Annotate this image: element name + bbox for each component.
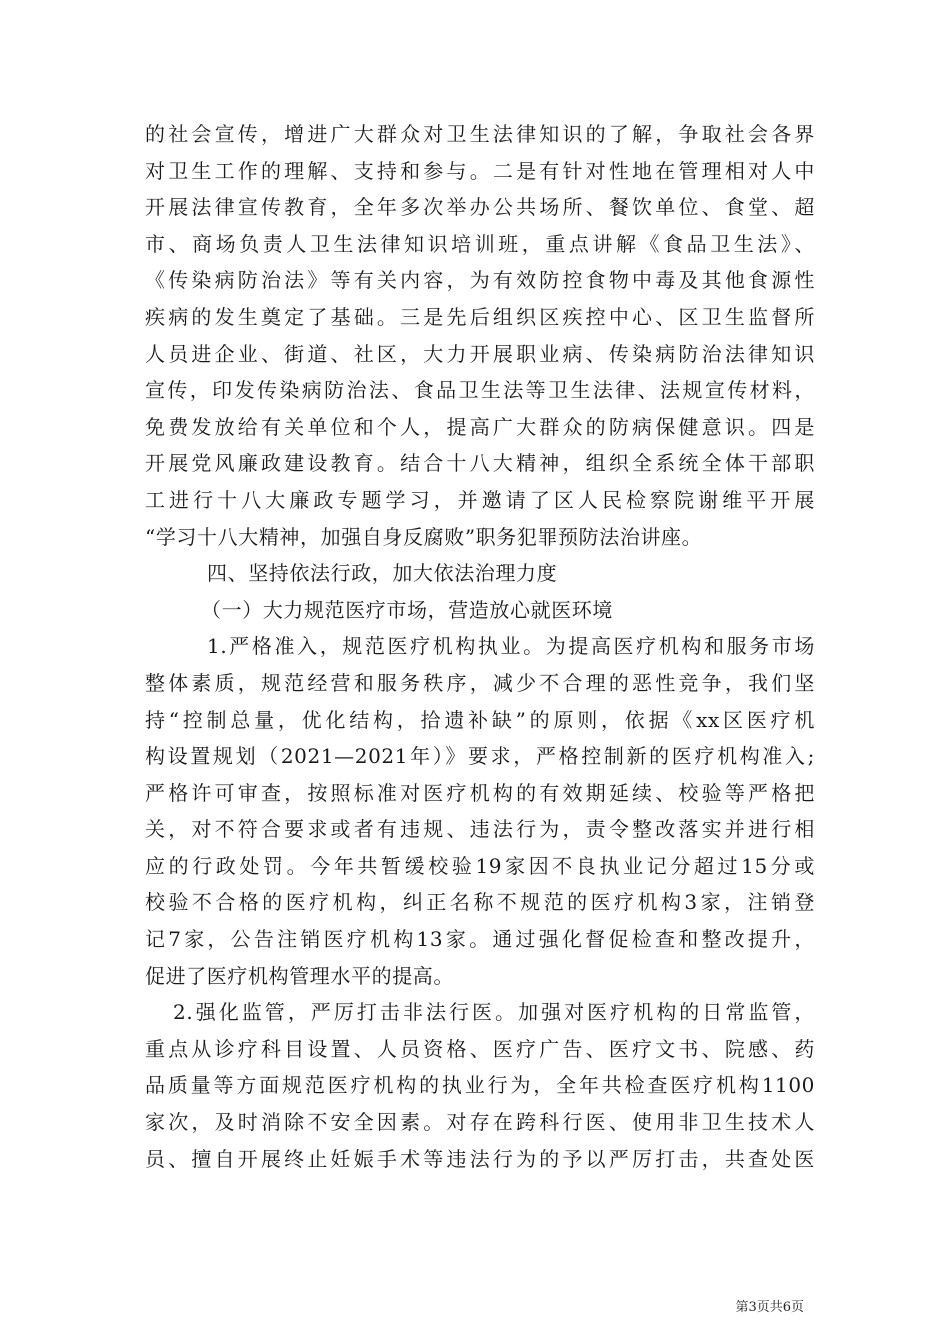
text-line: 2.强化监管，严厉打击非法行医。加强对医疗机构的日常监管， xyxy=(173,1000,815,1025)
text-line: 开展党风廉政建设教育。结合十八大精神，组织全系统全体干部职 xyxy=(145,451,815,476)
text-line: 人员进企业、街道、社区，大力开展职业病、传染病防治法律知识 xyxy=(145,341,815,366)
text-line: 记7家，公告注销医疗机构13家。通过强化督促检查和整改提升， xyxy=(145,927,815,952)
text-line: 构设置规划（2021—2021年）》要求，严格控制新的医疗机构准入; xyxy=(145,744,815,769)
page-number: 第3页共6页 xyxy=(735,1300,804,1315)
text-line: 关，对不符合要求或者有违规、违法行为，责令整改落实并进行相 xyxy=(145,817,815,842)
text-line: 重点从诊疗科目设置、人员资格、医疗广告、医疗文书、院感、药 xyxy=(145,1036,815,1061)
text-line: 疾病的发生奠定了基础。三是先后组织区疾控中心、区卫生监督所 xyxy=(145,304,815,329)
text-line: 市、商场负责人卫生法律知识培训班，重点讲解《食品卫生法》、 xyxy=(145,231,815,256)
text-line: 工进行十八大廉政专题学习，并邀请了区人民检察院谢维平开展 xyxy=(145,487,815,512)
subsection-heading: （一）大力规范医疗市场，营造放心就医环境 xyxy=(201,597,613,622)
text-line: 家次，及时消除不安全因素。对存在跨科行医、使用非卫生技术人 xyxy=(145,1110,815,1135)
text-line: 免费发放给有关单位和个人，提高广大群众的防病保健意识。四是 xyxy=(145,414,815,439)
text-line: 对卫生工作的理解、支持和参与。二是有针对性地在管理相对人中 xyxy=(145,158,815,183)
text-line: 持“控制总量，优化结构，拾遗补缺”的原则，依据《xx区医疗机 xyxy=(145,707,815,732)
text-line: 开展法律宣传教育，全年多次举办公共场所、餐饮单位、食堂、超 xyxy=(145,195,815,220)
text-line: 严格许可审查，按照标准对医疗机构的有效期延续、校验等严格把 xyxy=(145,780,815,805)
text-line: 校验不合格的医疗机构，纠正名称不规范的医疗机构3家，注销登 xyxy=(145,890,815,915)
text-line: 促进了医疗机构管理水平的提高。 xyxy=(145,963,454,988)
text-line: “学习十八大精神，加强自身反腐败”职务犯罪预防法治讲座。 xyxy=(145,524,703,549)
text-line: 整体素质，规范经营和服务秩序，减少不合理的恶性竞争，我们坚 xyxy=(145,670,815,695)
text-line: 《传染病防治法》等有关内容，为有效防控食物中毒及其他食源性 xyxy=(145,268,815,293)
text-line: 1.严格准入，规范医疗机构执业。为提高医疗机构和服务市场 xyxy=(207,634,815,659)
section-heading: 四、坚持依法行政，加大依法治理力度 xyxy=(207,561,558,586)
document-body xyxy=(145,116,815,1177)
text-line: 宣传，印发传染病防治法、食品卫生法等卫生法律、法规宣传材料， xyxy=(145,378,815,403)
text-line: 员、擅自开展终止妊娠手术等违法行为的予以严厉打击，共查处医 xyxy=(145,1146,815,1171)
text-line: 品质量等方面规范医疗机构的执业行为，全年共检查医疗机构1100 xyxy=(145,1073,815,1098)
text-line: 的社会宣传，增进广大群众对卫生法律知识的了解，争取社会各界 xyxy=(145,122,815,146)
text-line: 应的行政处罚。今年共暂缓校验19家因不良执业记分超过15分或 xyxy=(145,853,815,878)
